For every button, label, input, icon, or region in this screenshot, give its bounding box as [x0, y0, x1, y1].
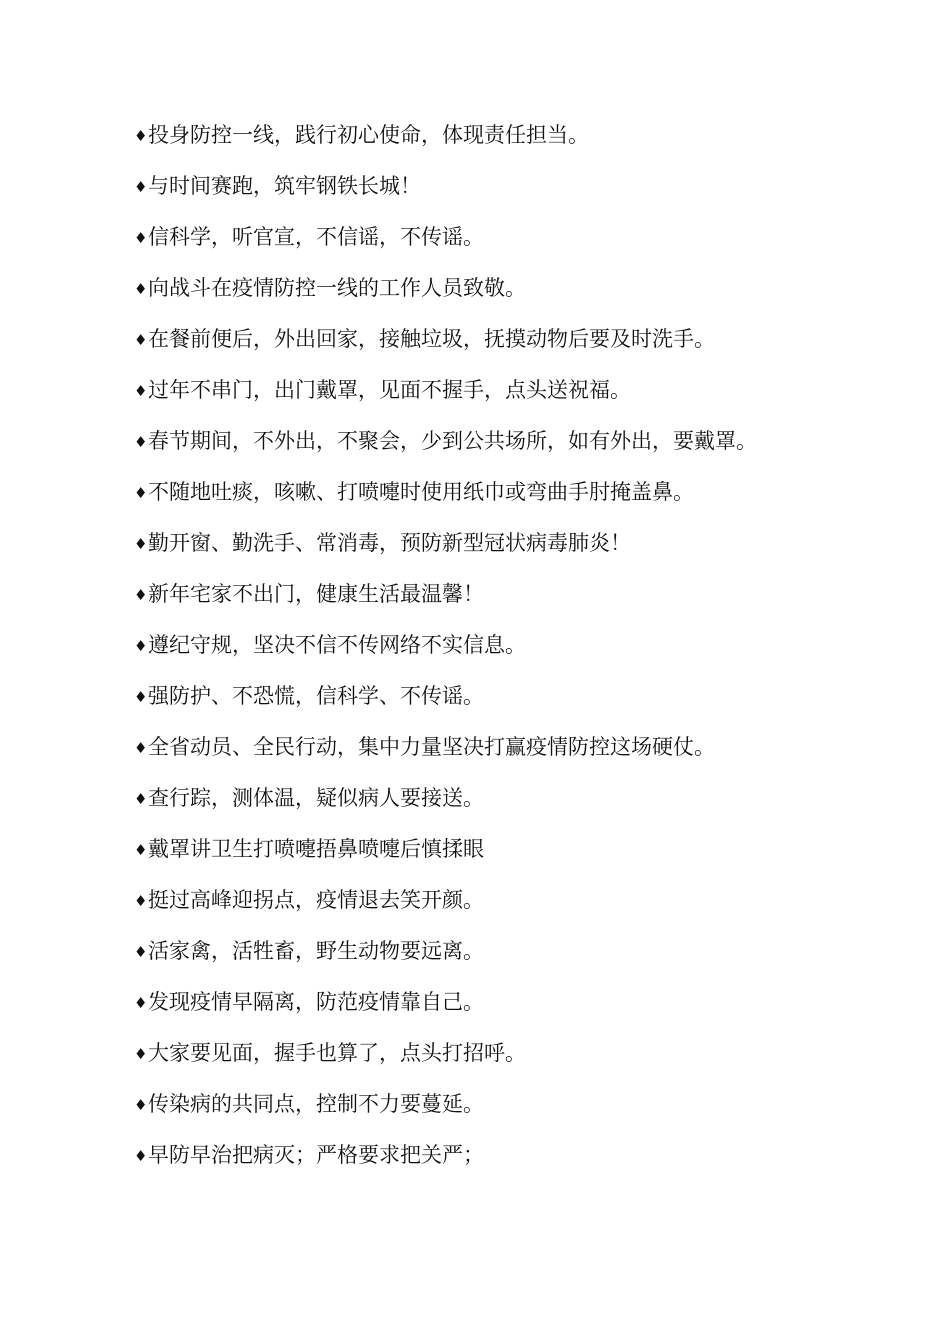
diamond-bullet-icon: ♦	[134, 229, 148, 247]
list-item	[134, 212, 824, 263]
diamond-bullet-icon: ♦	[134, 382, 148, 400]
diamond-bullet-icon: ♦	[134, 1096, 148, 1114]
list-item-text: 挺过高峰迎拐点，疫情退去笑开颜。	[148, 888, 484, 912]
list-item	[134, 416, 824, 467]
diamond-bullet-icon: ♦	[134, 127, 148, 145]
list-item	[134, 773, 824, 824]
diamond-bullet-icon: ♦	[134, 280, 148, 298]
list-item-text: 投身防控一线，践行初心使命，体现责任担当。	[148, 123, 589, 147]
diamond-bullet-icon: ♦	[134, 739, 148, 757]
diamond-bullet-icon: ♦	[134, 433, 148, 451]
list-item	[134, 161, 824, 212]
list-item	[134, 977, 824, 1028]
list-item	[134, 926, 824, 977]
list-item	[134, 518, 824, 569]
list-item	[134, 365, 824, 416]
list-item-text: 活家禽，活牲畜，野生动物要远离。	[148, 939, 484, 963]
diamond-bullet-icon: ♦	[134, 994, 148, 1012]
diamond-bullet-icon: ♦	[134, 943, 148, 961]
list-item-text: 与时间赛跑，筑牢钢铁长城！	[148, 174, 421, 198]
list-item-text: 勤开窗、勤洗手、常消毒，预防新型冠状病毒肺炎！	[148, 531, 631, 555]
list-item	[134, 467, 824, 518]
list-item-text: 向战斗在疫情防控一线的工作人员致敬。	[148, 276, 526, 300]
list-item	[134, 875, 824, 926]
list-item-text: 在餐前便后，外出回家，接触垃圾，抚摸动物后要及时洗手。	[148, 327, 715, 351]
list-item	[134, 314, 824, 365]
list-item-text: 过年不串门，出门戴罩，见面不握手，点头送祝福。	[148, 378, 631, 402]
list-item-text: 信科学，听官宣，不信谣，不传谣。	[148, 225, 484, 249]
diamond-bullet-icon: ♦	[134, 892, 148, 910]
list-item-text: 春节期间，不外出，不聚会，少到公共场所，如有外出，要戴罩。	[148, 429, 757, 453]
diamond-bullet-icon: ♦	[134, 688, 148, 706]
list-item	[134, 1028, 824, 1079]
diamond-bullet-icon: ♦	[134, 1147, 148, 1165]
list-item-text: 遵纪守规，坚决不信不传网络不实信息。	[148, 633, 526, 657]
diamond-bullet-icon: ♦	[134, 586, 148, 604]
diamond-bullet-icon: ♦	[134, 535, 148, 553]
list-item	[134, 569, 824, 620]
diamond-bullet-icon: ♦	[134, 178, 148, 196]
slogan-list	[134, 110, 824, 1181]
list-item	[134, 722, 824, 773]
list-item-text: 大家要见面，握手也算了，点头打招呼。	[148, 1041, 526, 1065]
list-item	[134, 263, 824, 314]
list-item	[134, 671, 824, 722]
diamond-bullet-icon: ♦	[134, 1045, 148, 1063]
list-item-text: 新年宅家不出门，健康生活最温馨！	[148, 582, 484, 606]
list-item	[134, 1130, 824, 1181]
list-item-text: 强防护、不恐慌，信科学、不传谣。	[148, 684, 484, 708]
list-item-text: 不随地吐痰，咳嗽、打喷嚏时使用纸巾或弯曲手肘掩盖鼻。	[148, 480, 694, 504]
list-item-text: 传染病的共同点，控制不力要蔓延。	[148, 1092, 484, 1116]
list-item	[134, 110, 824, 161]
list-item-text: 查行踪，测体温，疑似病人要接送。	[148, 786, 484, 810]
list-item-text: 戴罩讲卫生打喷嚏捂鼻喷嚏后慎揉眼	[148, 837, 484, 861]
list-item	[134, 824, 824, 875]
list-item	[134, 620, 824, 671]
diamond-bullet-icon: ♦	[134, 790, 148, 808]
diamond-bullet-icon: ♦	[134, 484, 148, 502]
list-item	[134, 1079, 824, 1130]
diamond-bullet-icon: ♦	[134, 331, 148, 349]
list-item-text: 发现疫情早隔离，防范疫情靠自己。	[148, 990, 484, 1014]
diamond-bullet-icon: ♦	[134, 637, 148, 655]
list-item-text: 早防早治把病灭；严格要求把关严；	[148, 1143, 484, 1167]
list-item-text: 全省动员、全民行动，集中力量坚决打赢疫情防控这场硬仗。	[148, 735, 715, 759]
diamond-bullet-icon: ♦	[134, 841, 148, 859]
